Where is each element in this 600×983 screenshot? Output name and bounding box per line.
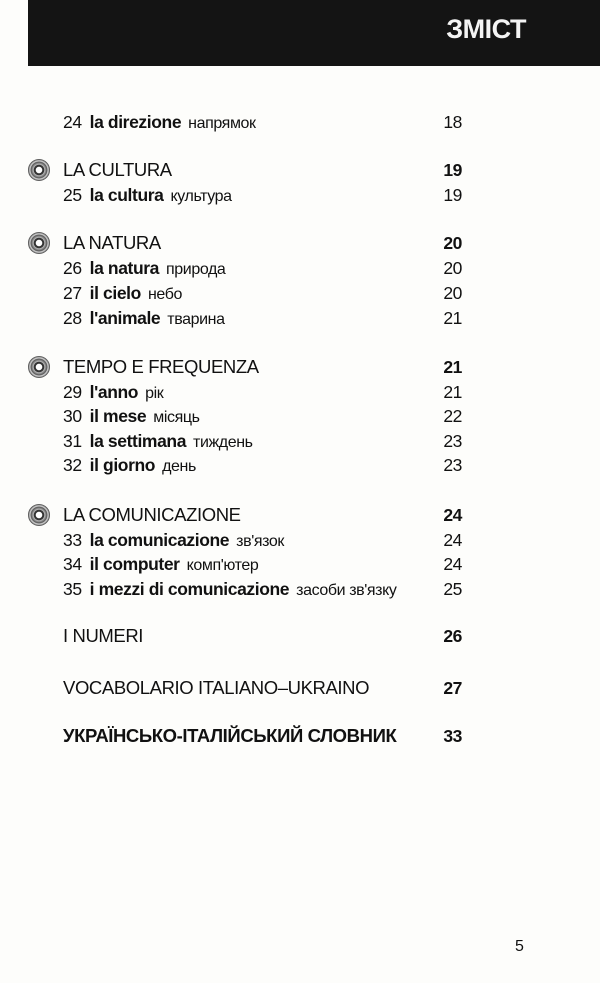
italian-term: la natura bbox=[89, 258, 160, 278]
ukrainian-term: небо bbox=[147, 286, 182, 303]
section-title: УКРАЇНСЬКО-ІТАЛІЙСЬКИЙ СЛОВНИК bbox=[63, 725, 397, 746]
page-ref: 24 bbox=[443, 530, 462, 550]
page-ref: 19 bbox=[443, 160, 462, 180]
toc-section bbox=[63, 158, 462, 182]
ukrainian-term: напрямок bbox=[188, 115, 256, 132]
item-number: 29 bbox=[63, 382, 82, 402]
page-ref: 21 bbox=[443, 308, 462, 328]
cd-audio-icon bbox=[28, 159, 50, 181]
italian-term: il cielo bbox=[89, 283, 141, 303]
header-bar bbox=[28, 0, 600, 66]
toc-item bbox=[63, 110, 462, 134]
italian-term: i mezzi di comunicazione bbox=[89, 579, 290, 599]
toc-section bbox=[63, 676, 462, 700]
item-number: 33 bbox=[63, 530, 82, 550]
section-title: LA CULTURA bbox=[63, 159, 172, 180]
toc-item bbox=[63, 453, 462, 477]
item-number: 25 bbox=[63, 185, 82, 205]
cd-audio-icon bbox=[28, 504, 50, 526]
italian-term: la direzione bbox=[89, 112, 182, 132]
toc-item bbox=[63, 552, 462, 576]
page-ref: 24 bbox=[443, 505, 462, 525]
toc-item bbox=[63, 306, 462, 330]
toc-section bbox=[63, 503, 462, 527]
ukrainian-term: комп'ютер bbox=[186, 557, 259, 574]
ukrainian-term: рік bbox=[145, 385, 164, 402]
section-title: LA COMUNICAZIONE bbox=[63, 504, 241, 525]
toc-section bbox=[63, 624, 462, 648]
item-number: 26 bbox=[63, 258, 82, 278]
page-ref: 21 bbox=[443, 382, 462, 402]
toc-item bbox=[63, 380, 462, 404]
page-title: ЗМІСТ bbox=[446, 14, 526, 44]
ukrainian-term: культура bbox=[170, 188, 232, 205]
ukrainian-term: тиждень bbox=[193, 434, 253, 451]
italian-term: il mese bbox=[89, 406, 147, 426]
item-number: 35 bbox=[63, 579, 82, 599]
page-ref: 20 bbox=[443, 258, 462, 278]
ukrainian-term: засоби зв'язку bbox=[296, 582, 397, 599]
italian-term: l'animale bbox=[89, 308, 161, 328]
ukrainian-term: природа bbox=[166, 261, 226, 278]
toc-item bbox=[63, 256, 462, 280]
page-ref: 22 bbox=[443, 406, 462, 426]
toc-section bbox=[63, 231, 462, 255]
ukrainian-term: зв'язок bbox=[236, 533, 284, 550]
italian-term: la cultura bbox=[89, 185, 164, 205]
toc-item bbox=[63, 528, 462, 552]
page-ref: 20 bbox=[443, 283, 462, 303]
page-ref: 23 bbox=[443, 431, 462, 451]
page-ref: 27 bbox=[443, 678, 462, 698]
cd-audio-icon bbox=[28, 232, 50, 254]
page-ref: 18 bbox=[443, 112, 462, 132]
section-title: TEMPO E FREQUENZA bbox=[63, 356, 259, 377]
item-number: 30 bbox=[63, 406, 82, 426]
item-number: 34 bbox=[63, 554, 82, 574]
italian-term: la settimana bbox=[89, 431, 187, 451]
page-number: 5 bbox=[515, 938, 524, 955]
italian-term: il computer bbox=[89, 554, 180, 574]
page-ref: 20 bbox=[443, 233, 462, 253]
page-ref: 24 bbox=[443, 554, 462, 574]
item-number: 27 bbox=[63, 283, 82, 303]
toc-item bbox=[63, 281, 462, 305]
page-ref: 26 bbox=[443, 626, 462, 646]
item-number: 32 bbox=[63, 455, 82, 475]
ukrainian-term: день bbox=[162, 458, 196, 475]
italian-term: la comunicazione bbox=[89, 530, 230, 550]
cd-audio-icon bbox=[28, 356, 50, 378]
item-number: 28 bbox=[63, 308, 82, 328]
section-title: VOCABOLARIO ITALIANO–UKRAINO bbox=[63, 677, 370, 698]
toc-item bbox=[63, 183, 462, 207]
item-number: 31 bbox=[63, 431, 82, 451]
section-title: I NUMERI bbox=[63, 625, 144, 646]
page-ref: 33 bbox=[443, 726, 462, 746]
section-title: LA NATURA bbox=[63, 232, 161, 253]
italian-term: l'anno bbox=[89, 382, 139, 402]
toc-section bbox=[63, 355, 462, 379]
ukrainian-term: тварина bbox=[167, 311, 225, 328]
item-number: 24 bbox=[63, 112, 82, 132]
page-ref: 23 bbox=[443, 455, 462, 475]
toc-item bbox=[63, 429, 462, 453]
toc-item bbox=[63, 404, 462, 428]
italian-term: il giorno bbox=[89, 455, 156, 475]
toc-item bbox=[63, 577, 462, 601]
page-ref: 25 bbox=[443, 579, 462, 599]
page-ref: 21 bbox=[443, 357, 462, 377]
ukrainian-term: місяць bbox=[153, 409, 200, 426]
toc-section bbox=[63, 724, 462, 748]
page-ref: 19 bbox=[443, 185, 462, 205]
